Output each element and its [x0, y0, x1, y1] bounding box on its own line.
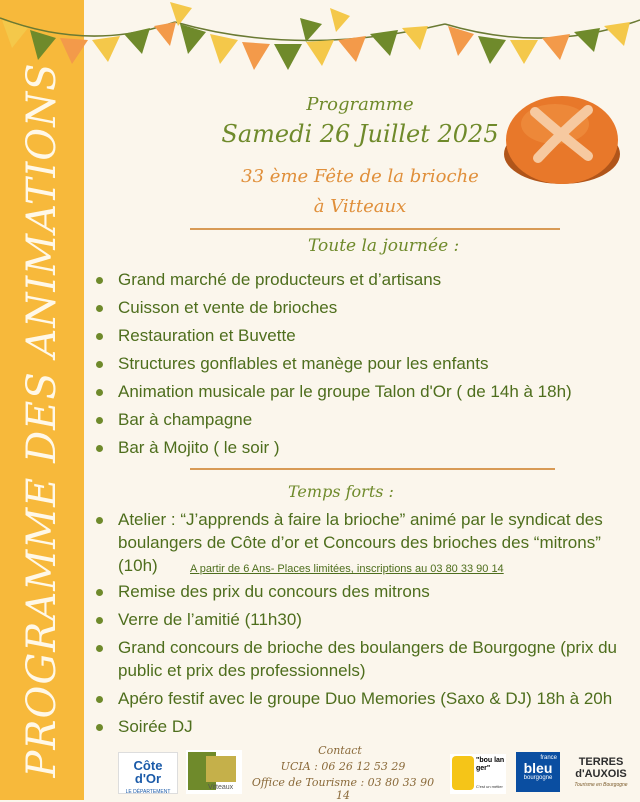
list-item: Bar à champagne — [96, 408, 616, 431]
terres-auxois-logo: TERRES d'AUXOIS Tourisme en Bourgogne — [574, 756, 628, 788]
france-bleu-logo: france bleu bourgogne — [516, 752, 560, 792]
divider — [190, 228, 560, 230]
list-item: Verre de l’amitié (11h30) — [96, 608, 626, 631]
list-item: Grand concours de brioche des boulangers de Bourgogne (prix du public et prix des professionnels) — [96, 636, 626, 682]
boulanger-logo: "bou lan ger" C'est un métier — [450, 754, 506, 794]
list-item: Animation musicale par le groupe Talon d'Or ( de 14h à 18h) — [96, 380, 616, 403]
list-item: Structures gonflables et manège pour les enfants — [96, 352, 616, 375]
sidebar-title: PROGRAMME DES ANIMATIONS — [19, 62, 65, 778]
divider — [190, 468, 555, 470]
bunting-garland — [0, 0, 640, 92]
section-title-temps-forts: Temps forts : — [288, 482, 394, 501]
event-date: Samedi 26 Juillet 2025 — [221, 120, 499, 148]
journee-list — [96, 268, 616, 464]
contact-office: Office de Tourisme : 03 80 33 90 14 — [251, 776, 435, 802]
list-item: Atelier : “J’apprends à faire la brioche” animé par le syndicat des boulangers de Côte d’or et Concours des brioches des “mitrons” (10h) — [96, 508, 626, 577]
list-item: Soirée DJ — [96, 715, 626, 738]
contact-ucia: UCIA : 06 26 12 53 29 — [280, 760, 406, 773]
section-title-journee: Toute la journée : — [308, 236, 460, 256]
programme-heading: Programme — [306, 94, 414, 115]
list-item: Cuisson et vente de brioches — [96, 296, 616, 319]
list-item: Grand marché de producteurs et d’artisans — [96, 268, 616, 291]
event-location: à Vitteaux — [313, 196, 407, 217]
registration-note: A partir de 6 Ans- Places limitées, inscriptions au 03 80 33 90 14 — [190, 563, 504, 575]
contact-label: Contact — [318, 744, 362, 757]
list-item: Bar à Mojito ( le soir ) — [96, 436, 616, 459]
vitteaux-logo: Vitteaux — [186, 750, 242, 794]
list-item: Apéro festif avec le groupe Duo Memories (Saxo & DJ) 18h à 20h — [96, 687, 626, 710]
list-item: Restauration et Buvette — [96, 324, 616, 347]
cote-dor-logo: Côte d'Or LE DÉPARTEMENT — [118, 752, 178, 794]
list-item: Remise des prix du concours des mitrons — [96, 580, 626, 603]
event-name: 33 ème Fête de la brioche — [241, 166, 479, 187]
temps-forts-list — [96, 580, 626, 743]
